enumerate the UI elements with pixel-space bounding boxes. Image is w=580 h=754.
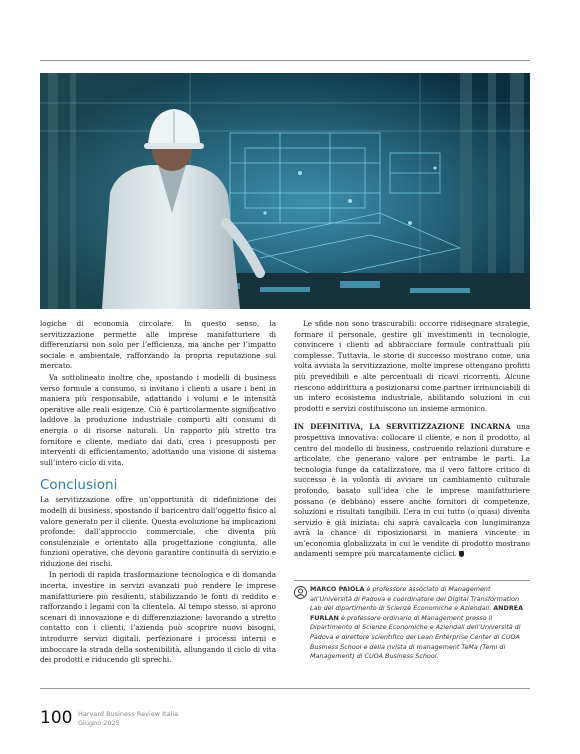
paragraph bbox=[294, 422, 530, 560]
person-icon bbox=[294, 586, 307, 599]
author-bio bbox=[294, 580, 530, 662]
left-column bbox=[40, 319, 276, 666]
paragraph: La servitizzazione offre un’opportunità di ridefinizione dei modelli di business, spostando il baricentro dall’oggetto fisico al valore generato per il cliente. Questa evoluzione ha implicazioni profonde: dall’approccio commerciale, che diventa più consulenziale e orientato alla progettazione congiunta, alle funzioni operative, che devono garantire continuità di servizio e riduzione dei rischi. bbox=[40, 495, 276, 568]
lead-in-caps: IN DEFINITIVA, LA SERVITIZZAZIONE INCARNA bbox=[294, 422, 511, 432]
top-rule bbox=[40, 60, 530, 61]
author-rule bbox=[294, 580, 530, 581]
paragraph-text: una prospettiva innovativa: collocare il cliente, e non il prodotto, al centro del modello di business, costruendo relazioni durature e articolate, che generano valore per entrambe le parti. La tecnologia funge da catalizzatore, ma il vero fattore critico di successo è la volontà di avviare un cambiamento culturale profondo, basato sull’idea che le imprese manifatturiere possano (e debbano) essere anche fornitori di competenze, soluzioni e risultati tangibili. L’era in cui tutto (o quasi) diventa servizio è già iniziata: chi saprà cavalcarla con lungimiranza avrà la chance di riposizionarsi in maniera vincente in un’economia globalizzata in cui le vendite di prodotto mostrano andamenti sempre più marcatamente ciclici. bbox=[294, 422, 531, 559]
author-description: è professore associato di Management all’Università di Padova e coordinatore del Digital Transformation Lab del dipartimento di Scienze Economiche e Aziendali. bbox=[310, 585, 520, 613]
bottom-rule bbox=[40, 688, 530, 689]
author-name: ANDREA FURLAN bbox=[310, 604, 524, 622]
paragraph: logiche di economia circolare. In questo senso, la servitizzazione permette alle imprese manifatturiere di differenziarsi non solo per l’efficienza, ma anche per l’impatto sociale e ambientale, rafforzando la propria reputazione sul mercato. bbox=[40, 319, 276, 371]
magazine-info bbox=[78, 710, 178, 728]
author-description: è professore ordinario di Management presso il Dipartimento di Scienze Economiche e Aziendali dell’Università di Padova e direttore scientifico del Lean Enterprise Center di CUOA Business School e della rivista di management TeMa (Temi di Management) di CUOA Business School. bbox=[310, 613, 521, 661]
author-name: MARCO PAIOLA bbox=[310, 585, 365, 593]
engineer-hardhat-hologram-image bbox=[40, 73, 530, 309]
paragraph: Le sfide non sono trascurabili: occorre ridisegnare strategie, formare il personale, gestire gli investimenti in tecnologie, convincere i clienti ad abbracciare formule contrattuali più complesse. Tuttavia, le storie di successo mostrano come, una volta avviata la servitizzazione, molte imprese ottengano profitti più prevedibili e alte percentuali di ricavi ricorrenti. Alcune riescono addirittura a posizionarsi come partner irrinunciabili di un intero ecosistema industriale, abilitando soluzioni in cui prodotti e servizi costituiscono un insieme armonico. bbox=[294, 319, 530, 413]
magazine-name: Harvard Business Review Italia bbox=[78, 710, 179, 718]
issue-date: Giugno 2025 bbox=[78, 719, 120, 727]
section-heading: Conclusioni bbox=[40, 477, 118, 494]
author-text bbox=[294, 585, 530, 662]
hero-image bbox=[40, 73, 530, 309]
paragraph: In periodi di rapida trasformazione tecnologica e di domanda incerta, investire in servizi avanzati può rendere le imprese manifatturiere più resilienti, stabilizzando le fonti di reddito e rafforzando i legami con la clientela. Al tempo stesso, si aprono scenari di innovazione e di differenziazione: lavorando a stretto contatto con i clienti, l’azienda può scoprire nuovi bisogni, introdurre servizi digitali, perfezionare i processi interni e imboccare la strada della sostenibilità, allungando il ciclo di vita dei prodotti e riducendo gli sprechi. bbox=[40, 570, 276, 665]
page-number: 100 bbox=[40, 708, 73, 728]
paragraph: Va sottolineato inoltre che, spostando i modelli di business verso formule a consumo, si invitano i clienti a usare i beni in maniera più responsabile, adattando i volumi e le intensità operative alle reali esigenze. Ciò è particolarmente significativo laddove la produzione industriale comporti alti consumi di energia o di risorse naturali. Un rapporto più stretto tra fornitore e cliente, mediato dai dati, crea i presupposti per interventi di efficientamento, adottando una visione di sistema sull’intero ciclo di vita. bbox=[40, 372, 276, 467]
right-column bbox=[294, 319, 530, 560]
end-mark-icon bbox=[459, 551, 464, 557]
